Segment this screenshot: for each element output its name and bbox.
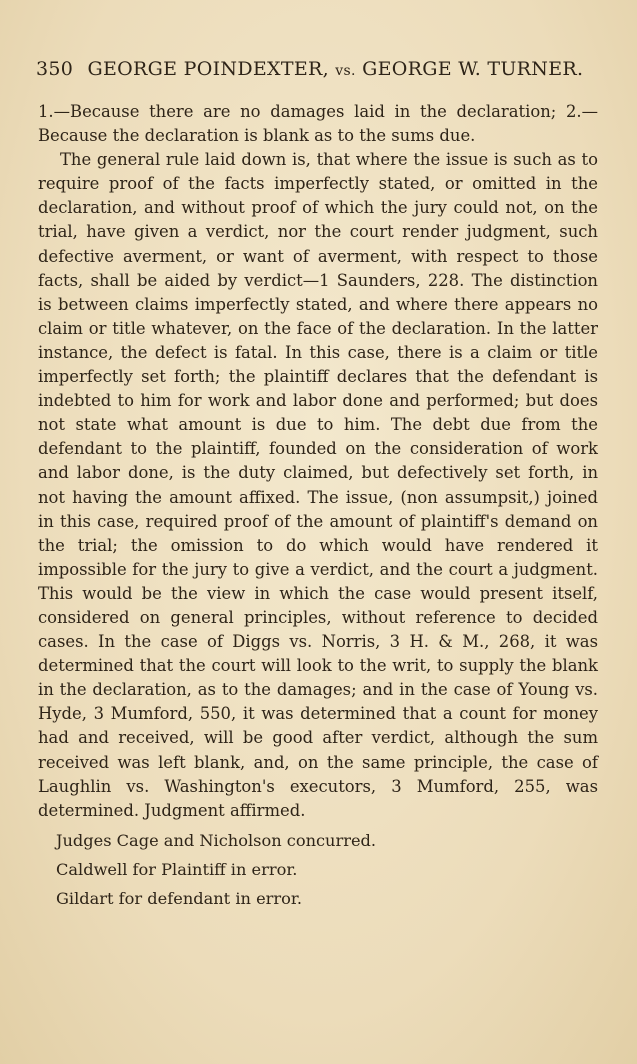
signoff-block [56,826,536,913]
signoff-defendant-counsel: Gildart for defendant in error. [56,889,302,908]
header-defendant: GEORGE W. TURNER. [362,58,584,80]
signoff-plaintiff-counsel: Caldwell for Plaintiff in error. [56,860,298,879]
header-plaintiff: GEORGE POINDEXTER, [87,58,329,80]
running-header [36,58,596,80]
page-number: 350 [36,58,74,80]
body-text [38,100,598,823]
header-vs: vs. [335,63,356,79]
signoff-judges: Judges Cage and Nicholson concurred. [56,831,377,850]
paragraph-reasons: 1.—Because there are no damages laid in the declaration; 2.—Because the declaration is blank as to the sums due. [38,102,598,146]
paragraph-opinion: The general rule laid down is, that where the issue is such as to require proof of the facts imperfectly stated, or omitted in the declaration, and without proof of which the jury could not, on the trial, have given a verdict, nor the court render judgment, such defective averment, or want of averment, with respect to those facts, shall be aided by verdict—1 Saunders, 228. The distinction is between claims imperfectly stated, and where there appears no claim or title whatever, on the face of the declaration. In the latter instance, the defect is fatal. In this case, there is a claim or title imperfectly set forth; the plaintiff declares that the defendant is indebted to him for work and labor done and performed; but does not state what amount is due to him. The debt due from the defendant to the plaintiff, founded on the consideration of work and labor done, is the duty claimed, but defectively set forth, in not having the amount affixed. The issue, (non assumpsit,) joined in this case, required proof of the amount of plaintiff's demand on the trial; the omission to do which would have rendered it impossible for the jury to give a verdict, and the court a judgment. This would be the view in which the case would present itself, considered on general principles, without reference to decided cases. In the case of Diggs vs. Norris, 3 H. & M., 268, it was determined that the court will look to the writ, to supply the blank in the declaration, as to the damages; and in the case of Young vs. Hyde, 3 Mumford, 550, it was determined that a count for money had and received, will be good after verdict, although the sum received was left blank, and, on the same principle, the case of Laughlin vs. Washington's executors, 3 Mumford, 255, was determined. Judgment affirmed. [38,150,598,820]
